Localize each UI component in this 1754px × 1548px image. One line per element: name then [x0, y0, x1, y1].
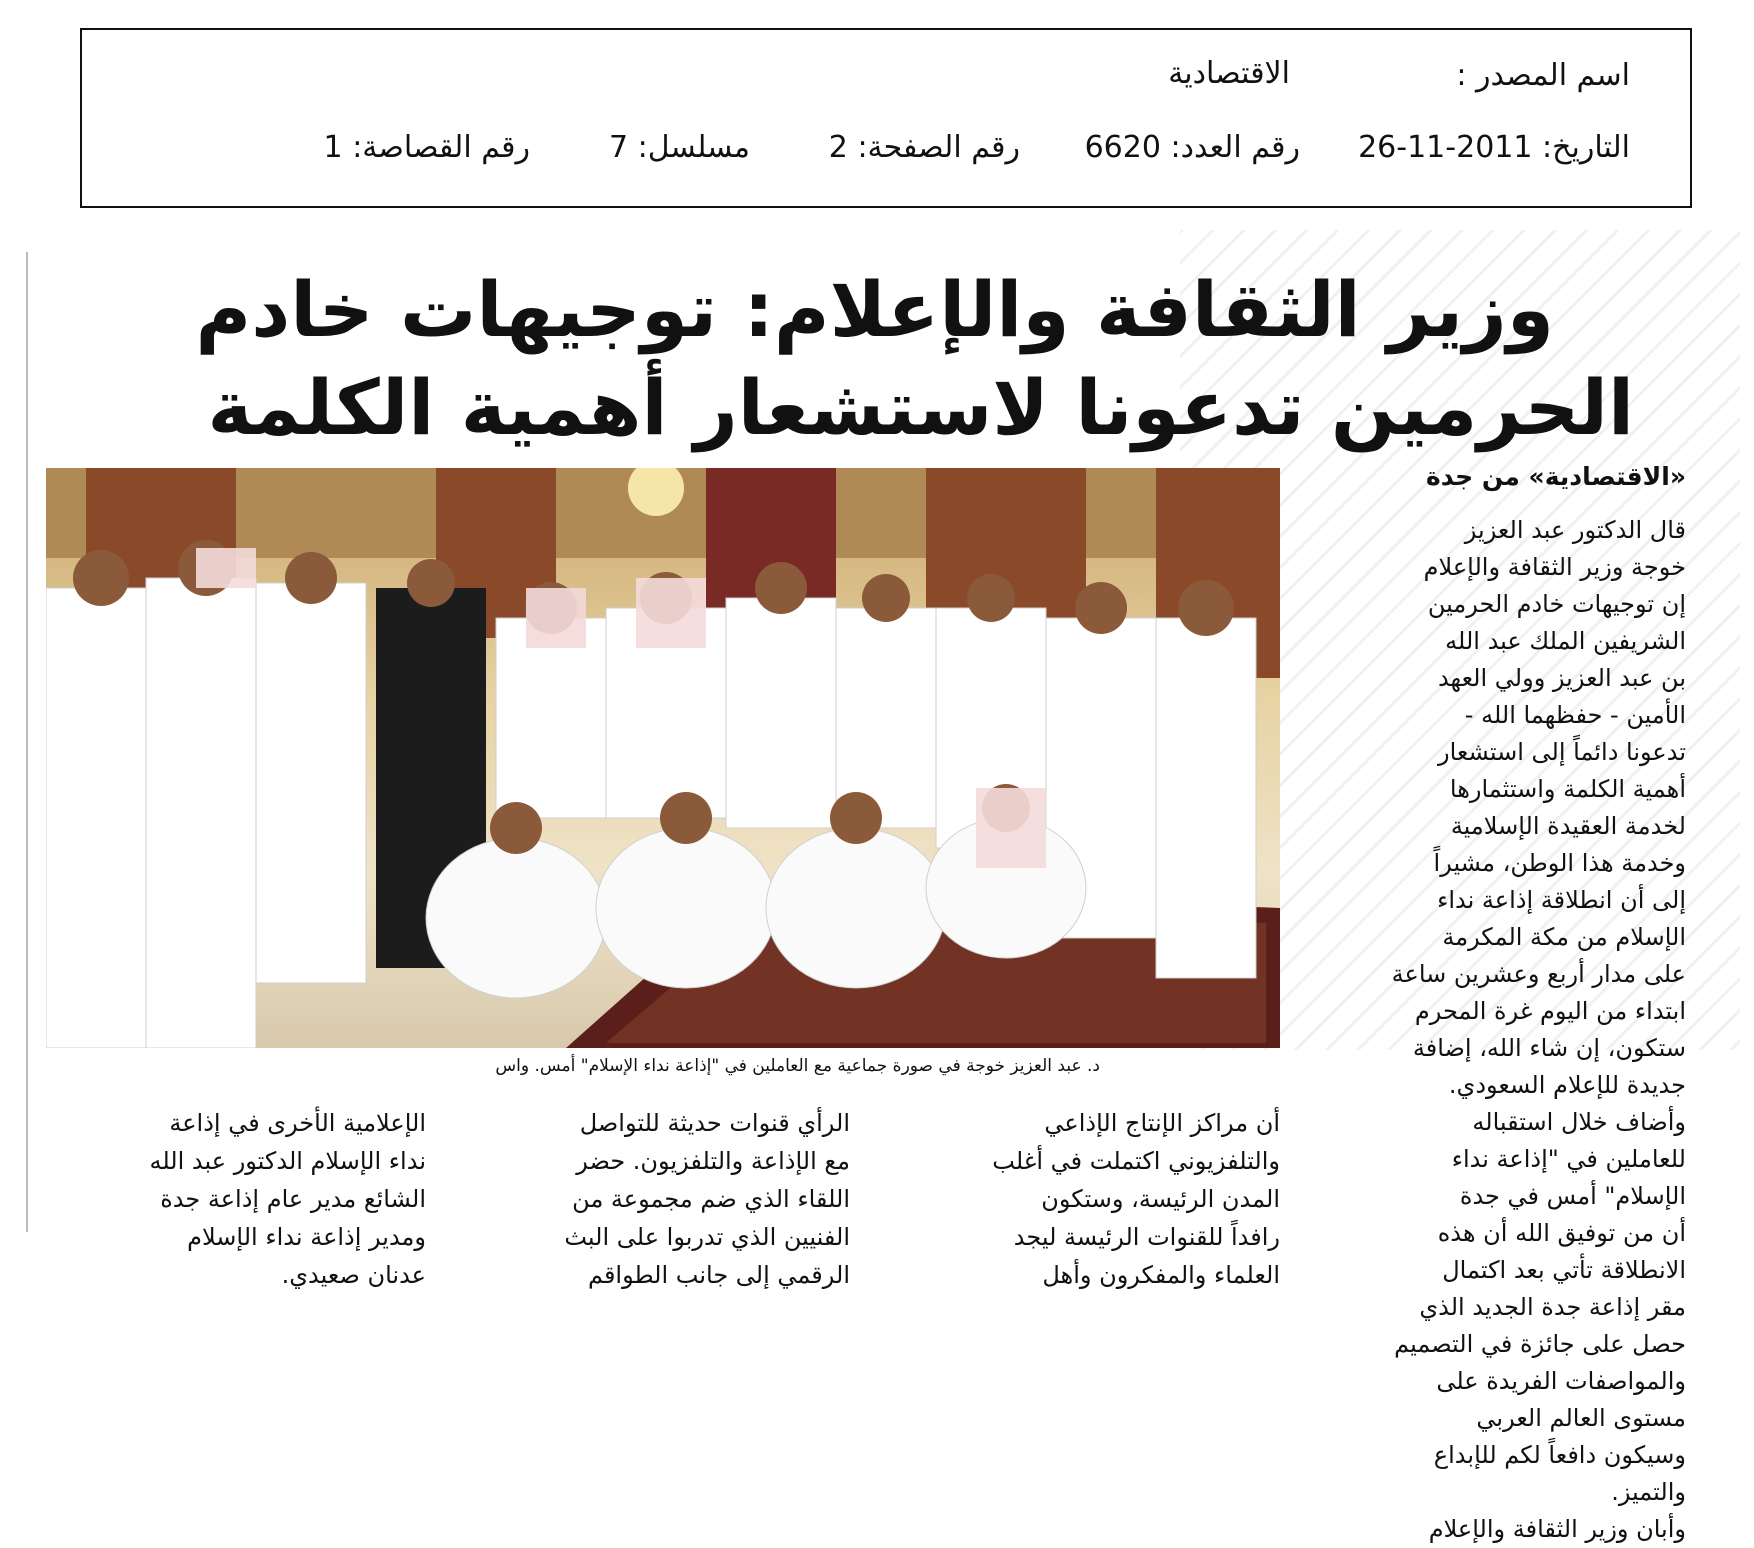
clip-value: 1: [323, 130, 343, 165]
paragraph-line: إلى أن انطلاقة إذاعة نداء: [1437, 886, 1686, 914]
serial-label: مسلسل:: [637, 130, 750, 165]
paragraph-line: بن عبد العزيز وولي العهد: [1437, 664, 1686, 692]
date-value: 2011-11-26: [1358, 130, 1533, 165]
paragraph-line: أن مراكز الإنتاج الإذاعي: [1044, 1109, 1280, 1137]
paragraph-line: مستوى العالم العربي: [1476, 1404, 1686, 1432]
paragraph-line: جديدة للإعلام السعودي.: [1448, 1071, 1686, 1099]
source-label: اسم المصدر :: [1456, 58, 1630, 93]
article-bottom-column-3: [46, 1104, 426, 1294]
paragraph-line: حصل على جائزة في التصميم: [1394, 1330, 1686, 1358]
serial-field: [609, 130, 750, 165]
paragraph-line: ابتداء من اليوم غرة المحرم: [1414, 997, 1686, 1025]
paragraph-line: لخدمة العقيدة الإسلامية: [1450, 812, 1686, 840]
paragraph-line: والتلفزيوني اكتملت في أغلب: [992, 1147, 1280, 1175]
page-label: رقم الصفحة:: [857, 130, 1020, 165]
group-photo: [46, 468, 1280, 1048]
paragraph-line: الشريفين الملك عبد الله: [1445, 627, 1686, 655]
paragraph-line: العلماء والمفكرون وأهل: [1042, 1261, 1280, 1289]
clip-label: رقم القصاصة:: [352, 130, 530, 165]
paragraph-line: المدن الرئيسة، وستكون: [1041, 1185, 1280, 1213]
paragraph-line: الفنيين الذي تدربوا على البث: [564, 1223, 850, 1251]
paragraph-line: أهمية الكلمة واستثمارها: [1449, 775, 1686, 803]
paragraph-line: قال الدكتور عبد العزيز: [1464, 516, 1686, 544]
source-value: الاقتصادية: [1168, 56, 1290, 91]
left-column-rule: [26, 252, 28, 1232]
paragraph-line: للعاملين في "إذاعة نداء: [1451, 1145, 1686, 1173]
clip-field: [324, 130, 530, 165]
headline-line-2: الحرمين تدعونا لاستشعار أهمية الكلمة: [207, 363, 1634, 452]
paragraph-line: أن من توفيق الله أن هذه: [1437, 1219, 1686, 1247]
paragraph-line: الأمين - حفظهما الله -: [1464, 701, 1686, 729]
paragraph-line: خوجة وزير الثقافة والإعلام: [1423, 553, 1686, 581]
date-label: التاريخ:: [1542, 130, 1630, 165]
paragraph-line: الشائع مدير عام إذاعة جدة: [160, 1185, 426, 1213]
article-main-column: [1266, 512, 1686, 1548]
group-photo-illustration: [46, 468, 1280, 1048]
paragraph-line: الرأي قنوات حديثة للتواصل: [579, 1109, 850, 1137]
paragraph-line: رافداً للقنوات الرئيسة ليجد: [1013, 1223, 1280, 1251]
paragraph-line: وسيكون دافعاً لكم للإبداع: [1433, 1441, 1686, 1469]
paragraph-line: نداء الإسلام الدكتور عبد الله: [149, 1147, 426, 1175]
paragraph-line: اللقاء الذي ضم مجموعة من: [572, 1185, 850, 1213]
paragraph-line: الانطلاقة تأتي بعد اكتمال: [1442, 1256, 1686, 1284]
paragraph-line: وخدمة هذا الوطن، مشيراً: [1433, 849, 1686, 877]
article-bottom-column-1: [900, 1104, 1280, 1294]
paragraph-line: مع الإذاعة والتلفزيون. حضر: [576, 1147, 850, 1175]
paragraph-line: وأضاف خلال استقباله: [1472, 1108, 1686, 1136]
page-field: [829, 130, 1020, 165]
paragraph-line: الإسلام" أمس في جدة: [1459, 1182, 1686, 1210]
paragraph-line: مقر إذاعة جدة الجديد الذي: [1419, 1293, 1686, 1321]
paragraph-line: والتميز.: [1611, 1478, 1686, 1506]
paragraph-line: عدنان صعيدي.: [281, 1261, 426, 1289]
photo-caption: د. عبد العزيز خوجة في صورة جماعية مع العاملين في "إذاعة نداء الإسلام" أمس. واس: [495, 1056, 1100, 1076]
serial-value: 7: [609, 130, 629, 165]
paragraph-line: وأبان وزير الثقافة والإعلام: [1428, 1515, 1686, 1543]
paragraph-line: والمواصفات الفريدة على: [1436, 1367, 1686, 1395]
paragraph-line: ستكون، إن شاء الله، إضافة: [1412, 1034, 1686, 1062]
paragraph-line: ومدير إذاعة نداء الإسلام: [187, 1223, 426, 1251]
source-info-box: [80, 28, 1692, 208]
article-bottom-column-2: [470, 1104, 850, 1294]
issue-field: [1085, 130, 1300, 165]
date-field: [1358, 130, 1630, 165]
page-value: 2: [828, 130, 848, 165]
byline: «الاقتصادية» من جدة: [1425, 462, 1686, 491]
headline-line-1: وزير الثقافة والإعلام: توجيهات خادم: [195, 265, 1554, 354]
paragraph-line: تدعونا دائماً إلى استشعار: [1438, 738, 1686, 766]
paragraph-line: على مدار أربع وعشرين ساعة: [1391, 960, 1686, 988]
paragraph-line: إن توجيهات خادم الحرمين: [1427, 590, 1686, 618]
paragraph-line: الإعلامية الأخرى في إذاعة: [169, 1109, 426, 1137]
paragraph-line: الرقمي إلى جانب الطواقم: [587, 1261, 850, 1289]
issue-value: 6620: [1084, 130, 1161, 165]
paragraph-line: الإسلام من مكة المكرمة: [1442, 923, 1686, 951]
issue-label: رقم العدد:: [1170, 130, 1300, 165]
